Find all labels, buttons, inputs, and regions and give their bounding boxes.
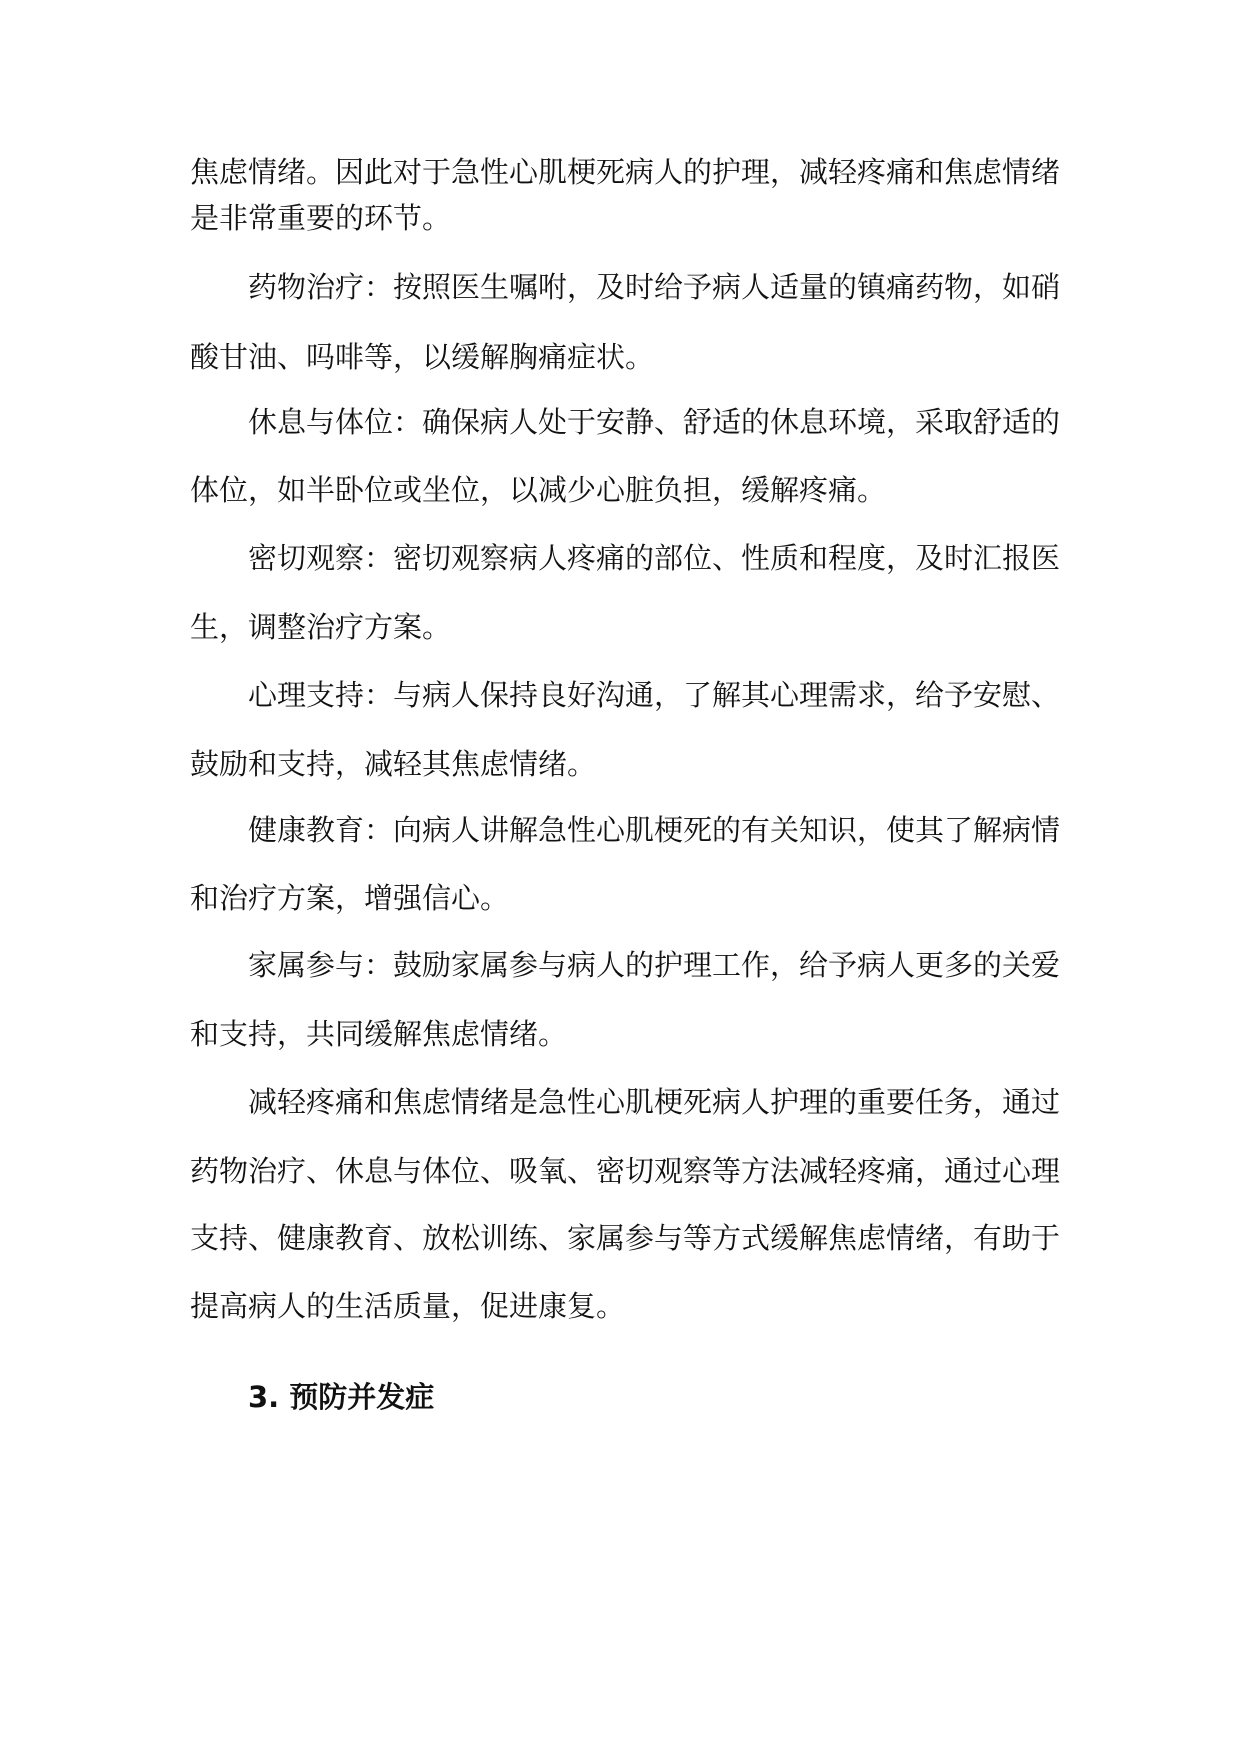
text-line: 休息与体位：确保病人处于安静、舒适的休息环境，采取舒适的 — [248, 405, 1061, 439]
text-line: 健康教育：向病人讲解急性心肌梗死的有关知识，使其了解病情 — [248, 813, 1061, 847]
text-line: 和治疗方案，增强信心。 — [190, 881, 510, 915]
text-line: 生，调整治疗方案。 — [190, 610, 452, 644]
section-heading: 3. 预防并发症 — [248, 1380, 435, 1414]
text-line: 家属参与：鼓励家属参与病人的护理工作，给予病人更多的关爱 — [248, 948, 1061, 982]
text-line: 是非常重要的环节。 — [190, 201, 452, 235]
text-line: 焦虑情绪。因此对于急性心肌梗死病人的护理，减轻疼痛和焦虑情绪 — [190, 155, 1061, 189]
text-line: 和支持，共同缓解焦虑情绪。 — [190, 1017, 568, 1051]
text-line: 提高病人的生活质量，促进康复。 — [190, 1289, 626, 1323]
text-line: 酸甘油、吗啡等，以缓解胸痛症状。 — [190, 340, 655, 374]
text-line: 体位，如半卧位或坐位，以减少心脏负担，缓解疼痛。 — [190, 473, 887, 507]
text-line: 鼓励和支持，减轻其焦虑情绪。 — [190, 747, 597, 781]
text-line: 密切观察：密切观察病人疼痛的部位、性质和程度，及时汇报医 — [248, 541, 1061, 575]
text-line: 减轻疼痛和焦虑情绪是急性心肌梗死病人护理的重要任务，通过 — [248, 1085, 1061, 1119]
text-line: 药物治疗：按照医生嘱咐，及时给予病人适量的镇痛药物，如硝 — [248, 270, 1061, 304]
text-line: 心理支持：与病人保持良好沟通，了解其心理需求，给予安慰、 — [248, 678, 1061, 712]
text-line: 药物治疗、休息与体位、吸氧、密切观察等方法减轻疼痛，通过心理 — [190, 1154, 1061, 1188]
text-line: 支持、健康教育、放松训练、家属参与等方式缓解焦虑情绪，有助于 — [190, 1221, 1061, 1255]
